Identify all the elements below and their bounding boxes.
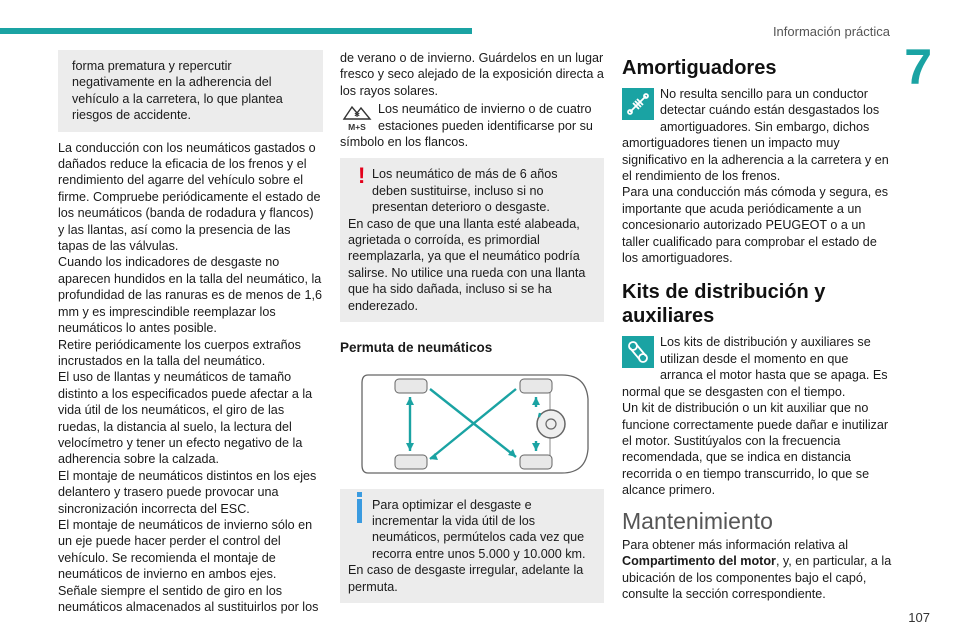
column-3 xyxy=(622,50,892,603)
warning-exclamation-icon: ! xyxy=(358,163,366,189)
tyre-rear-left xyxy=(395,379,427,393)
shocks-heading: Amortiguadores xyxy=(622,57,777,79)
ms-symbol-note xyxy=(340,101,604,150)
warning-text-1: Los neumático de más de 6 años deben sustituirse, incluso si no presentan deterioro o desgaste. xyxy=(372,167,558,215)
tyre-front-right xyxy=(520,455,552,469)
warning-text-2: En caso de que una llanta esté alabeada, agrietada o corroída, es primordial reemplazarla, ya que el neumático podría salirse. No utilice una rueda con una llanta que ha sido dañada, incluso si se ha enderezado. xyxy=(348,216,586,313)
mountain-snowflake-icon xyxy=(340,101,374,133)
info-box xyxy=(340,489,604,603)
paragraph: El montaje de neumáticos distintos en los ejes delantero y trasero puede provocar una sincronización incorrecta del ESC. xyxy=(58,468,317,516)
chapter-number: 7 xyxy=(904,39,932,95)
spare-wheel xyxy=(537,410,565,438)
tyre-rear-right xyxy=(395,455,427,469)
paragraph: La conducción con los neumáticos gastados o dañados reduce la eficacia de los frenos y el rendimiento del agarre del vehículo sobre el firme. Compruebe periódicamente el estado de los neumáticos (banda de rodadura y flancos) y las llantas, así como la presencia de las tapas de las válvulas. xyxy=(58,140,321,254)
maintenance-heading: Mantenimiento xyxy=(622,507,773,534)
kits-text-1: Los kits de distribución y auxiliares se utilizan desde el momento en que arranca el motor hasta que se apaga. Es normal que se desgasten con el tiempo. xyxy=(622,335,888,399)
note-text: forma prematura y repercutir negativamente en la adherencia del vehículo a la carretera, lo que plantea riesgos de accidente. xyxy=(72,59,283,123)
column-1 xyxy=(58,50,323,615)
info-text-1: Para optimizar el desgaste e incrementar la vida útil de los neumáticos, permútelos cada vez que recorra entre unos 5.000 y 10.000 km. xyxy=(372,497,586,561)
warning-box xyxy=(340,158,604,322)
paragraph: Cuando los indicadores de desgaste no aparecen hundidos en la talla del neumático, la profundidad de las ranuras es de menos de 1,6 mm y es imprescindible reemplazar los neumáticos lo antes posible. xyxy=(58,255,322,336)
kits-heading: Kits de distribución y auxiliares xyxy=(622,281,826,328)
info-text-2: En caso de desgaste irregular, adelante la permuta. xyxy=(348,563,584,594)
rotation-heading: Permuta de neumáticos xyxy=(340,340,493,356)
svg-text:✱: ✱ xyxy=(354,111,360,120)
tyre-rotation-diagram xyxy=(340,369,604,479)
header-accent-bar xyxy=(0,28,472,34)
page-number: 107 xyxy=(908,610,930,625)
paragraph: El montaje de neumáticos de invierno sólo en un eje puede hacer perder el control del vehículo. Se recomienda el montaje de neumáticos de invierno en ambos ejes. xyxy=(58,517,313,582)
shocks-text-1: No resulta sencillo para un conductor detectar cuándo están desgastados los amortiguadores. Sin embargo, dichos amortiguadores tienen un impacto muy significativo en la adherencia a la carretera y en el rendimiento de los frenos. xyxy=(622,87,889,184)
column-2 xyxy=(340,50,604,603)
belt-kit-icon xyxy=(622,336,654,368)
shock-absorber-icon xyxy=(622,88,654,120)
kits-text-2: Un kit de distribución o un kit auxiliar que no funcione correctamente puede dañar e inutilizar el motor. Sustitúyalos con la frecuencia recomendada, que se indica en distancia recorrida o en tiempo transcurrido, lo que se alcance primero. xyxy=(622,401,889,498)
shocks-text-2: Para una conducción más cómoda y segura, es importante que acuda periódicamente a un concesionario autorizado PEUGEOT o a un taller cualificado para comprobar el estado de los amortiguadores. xyxy=(622,185,889,266)
ms-text: Los neumático de invierno o de cuatro estaciones pueden identificarse por su símbolo en los flancos. xyxy=(340,102,593,150)
paragraph: Señale siempre el sentido de giro en los neumáticos almacenados al sustituirlos por los xyxy=(58,583,319,614)
paragraph: Retire periódicamente los cuerpos extraños incrustados en la talla del neumático. xyxy=(58,337,301,368)
paragraph: de verano o de invierno. Guárdelos en un lugar fresco y seco alejado de la exposición directa a los rayos solares. xyxy=(340,51,604,98)
section-title: Información práctica xyxy=(772,24,890,39)
info-icon xyxy=(357,499,362,523)
engine-compartment-link: Compartimento del motor xyxy=(622,554,776,569)
ms-label: M+S xyxy=(348,122,366,133)
tyre-front-left xyxy=(520,379,552,393)
note-box xyxy=(58,50,323,132)
maintenance-text: Para obtener más información relativa al Compartimento del motor, y, en particular, a la ubicación de los componentes bajo el capó, consulte la sección correspondiente. xyxy=(622,537,892,602)
paragraph: El uso de llantas y neumáticos de tamaño distinto a los especificados puede afectar a la vida útil de los neumáticos, el giro de las ruedas, la distancia al suelo, la lectura del velocímetro y tener un efecto negativo de la adherencia sobre la calzada. xyxy=(58,370,313,467)
